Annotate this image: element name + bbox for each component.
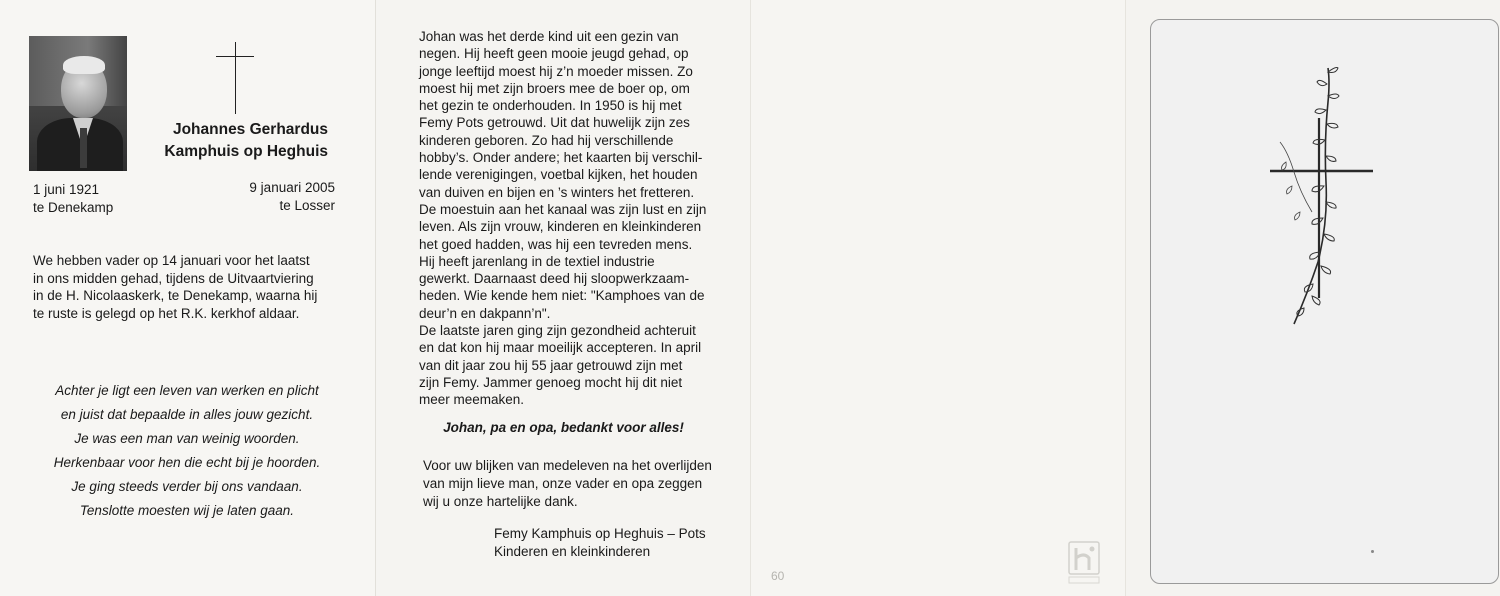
portrait-photo bbox=[29, 36, 127, 171]
print-code: 60 bbox=[771, 569, 785, 583]
paper-speck bbox=[1371, 550, 1374, 553]
panel-cover bbox=[1125, 0, 1500, 596]
panel-front-left bbox=[0, 0, 375, 596]
birth-place: te Denekamp bbox=[33, 200, 114, 215]
deceased-name-line1: Johannes Gerhardus bbox=[172, 121, 328, 138]
birth-date: 1 juni 1921 bbox=[33, 182, 100, 197]
biography-text: Johan was het derde kind uit een gezin van negen. Hij heeft geen mooie jeugd gehad, op jonge leeftijd moest hij z’n moeder missen. Zo moest hij met zijn broers mee de boer op, om het gezin te onderhouden. In 1950 is hij met Femy Pots getrouwd. Uit dat huwelijk zijn zes kinderen geboren. Zo had hij verschillende hobby’s. Onder andere; het kaarten bij verschil- lende verenigingen, voetbal kijken, het houden van duiven en bijen en ’s winters het fretteren. De moestuin aan het kanaal was zijn lust en zijn leven. Als zijn vrouw, kinderen en kleinkinderen het goed hadden, was hij een tevreden mens. Hij heeft jarenlang in de textiel industrie gewerkt. Daarnaast deed hij sloopwerkzaam- heden. Wie kende hem niet: "Kamphoes van de deur’n en dakpann’n". De laatste jaren ging zijn gezondheid achteruit en dat kon hij maar moeilijk accepteren. In april van dit jaar zou hij 55 jaar getrouwd zijn met zijn Femy. Jammer genoeg mocht hij dit niet meer meemaken. bbox=[419, 29, 707, 408]
poem bbox=[27, 379, 347, 523]
printer-logo-icon bbox=[1067, 540, 1101, 586]
funeral-text: We hebben vader op 14 januari voor het laatst in ons midden gehad, tijdens de Uitvaartviering in de H. Nicolaaskerk, te Denekamp, waarna hij te ruste is gelegd op het R.K. kerkhof aldaar. bbox=[33, 253, 318, 321]
poem-line: Achter je ligt een leven van werken en plicht bbox=[55, 383, 319, 398]
death-place: te Losser bbox=[279, 198, 335, 213]
poem-line: Je was een man van weinig woorden. bbox=[74, 431, 300, 446]
closing-text: Voor uw blijken van medeleven na het overlijden van mijn lieve man, onze vader en opa zeggen wij u onze hartelijke dank. bbox=[423, 458, 712, 509]
poem-line: Herkenbaar voor hen die echt bij je hoorden. bbox=[53, 455, 321, 470]
panel-biography bbox=[375, 0, 750, 596]
death-date: 9 januari 2005 bbox=[249, 180, 335, 195]
poem-line: Tenslotte moesten wij je laten gaan. bbox=[79, 503, 295, 518]
cross-with-olive-branch-icon bbox=[1266, 62, 1376, 332]
thanks-heading: Johan, pa en opa, bedankt voor alles! bbox=[443, 420, 684, 435]
panel-back bbox=[750, 0, 1125, 596]
poem-line: en juist dat bepaalde in alles jouw gezicht. bbox=[60, 407, 314, 422]
poem-line: Je ging steeds verder bij ons vandaan. bbox=[71, 479, 303, 494]
deceased-name-line2: Kamphuis op Heghuis bbox=[164, 143, 328, 160]
signature: Femy Kamphuis op Heghuis – Pots Kinderen en kleinkinderen bbox=[494, 526, 706, 559]
cross-icon bbox=[216, 42, 254, 114]
